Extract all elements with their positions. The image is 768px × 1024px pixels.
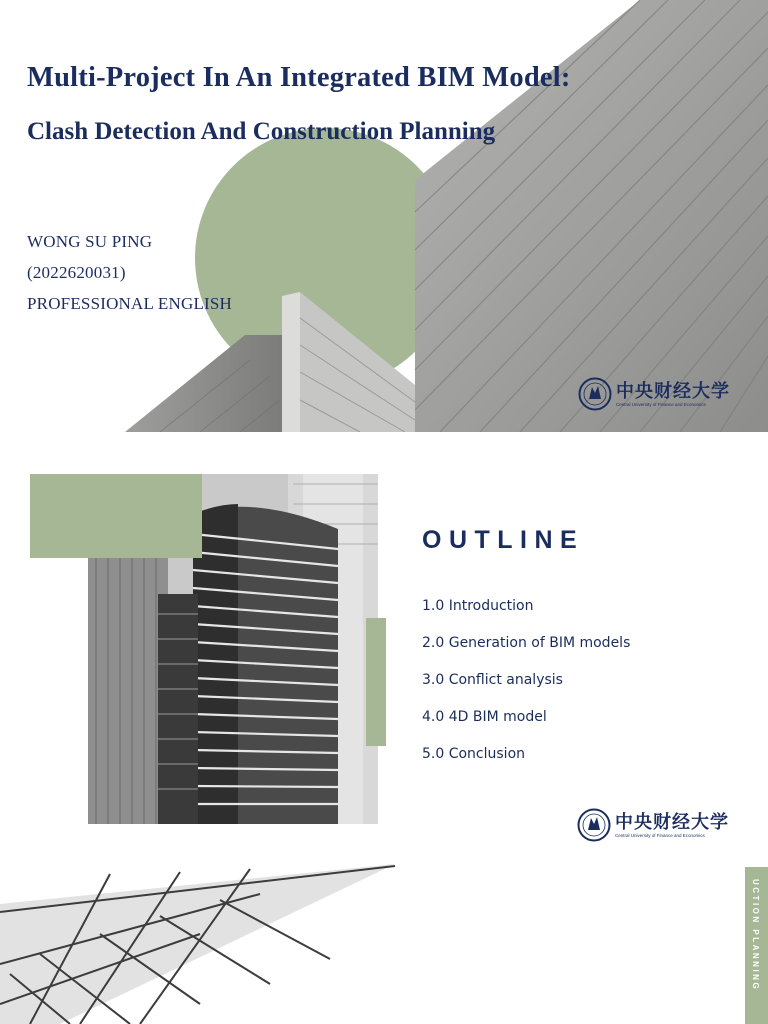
university-name-chinese: 中央财经大学 <box>616 380 730 402</box>
outline-item: 1.0 Introduction <box>422 598 534 614</box>
presentation-subtitle: Clash Detection And Construction Planning <box>27 118 496 145</box>
side-title-banner <box>745 867 768 1024</box>
university-name-english: Central University of Finance and Economics <box>616 401 706 407</box>
outline-heading: OUTLINE <box>422 526 585 554</box>
outline-item: 2.0 Generation of BIM models <box>422 635 631 651</box>
student-id: (2022620031) <box>27 263 126 282</box>
university-name-english: Central University of Finance and Economics <box>615 832 705 838</box>
outline-slide <box>0 432 768 864</box>
outline-item: 3.0 Conflict analysis <box>422 672 563 688</box>
university-name-chinese: 中央财经大学 <box>615 811 729 833</box>
university-logo <box>577 808 729 842</box>
university-seal-icon <box>577 808 611 842</box>
cover-slide <box>0 0 768 432</box>
section-slide-partial <box>0 864 768 1024</box>
decorative-green-strip <box>366 618 386 746</box>
course-name: PROFESSIONAL ENGLISH <box>27 294 233 313</box>
decorative-green-block <box>30 474 202 558</box>
outline-list <box>422 596 630 781</box>
author-name: WONG SU PING <box>27 232 153 251</box>
university-logo <box>578 377 730 411</box>
side-title-text: UCTION PLANNING <box>751 879 760 992</box>
outline-item: 4.0 4D BIM model <box>422 709 547 725</box>
outline-item: 5.0 Conclusion <box>422 746 526 762</box>
glass-facade-photo <box>0 864 400 1024</box>
university-seal-icon <box>578 377 612 411</box>
presentation-title: Multi-Project In An Integrated BIM Model: <box>27 62 571 93</box>
